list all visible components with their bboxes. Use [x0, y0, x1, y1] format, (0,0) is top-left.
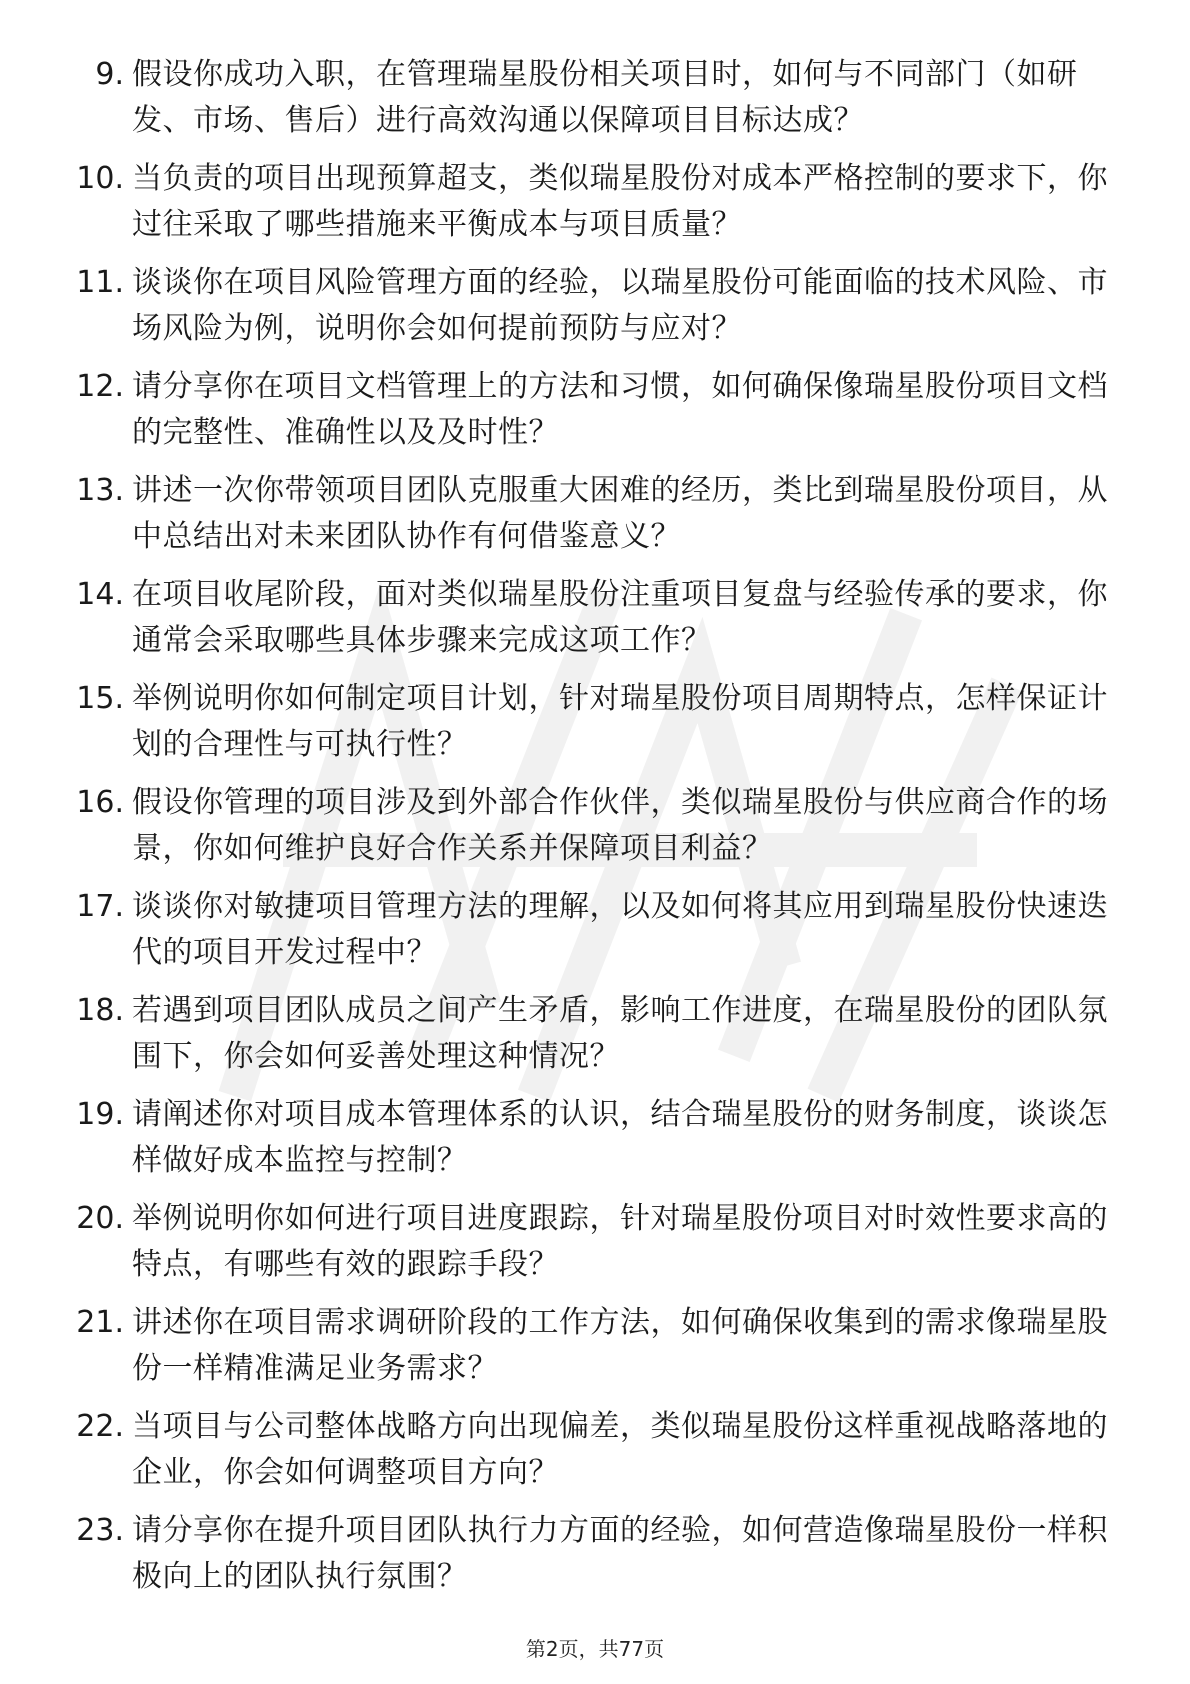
list-item — [60, 260, 1110, 364]
question-text: 当项目与公司整体战略方向出现偏差，类似瑞星股份这样重视战略落地的企业，你会如何调整项目方向？ — [132, 1409, 1108, 1490]
list-item — [60, 1508, 1110, 1612]
question-text: 请分享你在项目文档管理上的方法和习惯，如何确保像瑞星股份项目文档的完整性、准确性以及及时性？ — [132, 369, 1108, 450]
question-text: 讲述一次你带领项目团队克服重大困难的经历，类比到瑞星股份项目，从中总结出对未来团队协作有何借鉴意义？ — [132, 473, 1108, 554]
list-item — [60, 1300, 1110, 1404]
question-text: 请分享你在提升项目团队执行力方面的经验，如何营造像瑞星股份一样积极向上的团队执行氛围？ — [132, 1513, 1108, 1594]
question-text: 假设你管理的项目涉及到外部合作伙伴，类似瑞星股份与供应商合作的场景，你如何维护良好合作关系并保障项目利益？ — [132, 785, 1108, 866]
question-number: 17. — [76, 889, 124, 924]
question-number: 10. — [76, 161, 124, 196]
list-item — [60, 52, 1110, 156]
list-item — [60, 156, 1110, 260]
list-item — [60, 780, 1110, 884]
question-text: 举例说明你如何进行项目进度跟踪，针对瑞星股份项目对时效性要求高的特点，有哪些有效的跟踪手段？ — [132, 1201, 1108, 1282]
list-item — [60, 884, 1110, 988]
question-text: 在项目收尾阶段，面对类似瑞星股份注重项目复盘与经验传承的要求，你通常会采取哪些具体步骤来完成这项工作？ — [132, 577, 1108, 658]
list-item — [60, 1196, 1110, 1300]
question-number: 9. — [95, 57, 124, 92]
question-number: 16. — [76, 785, 124, 820]
question-number: 12. — [76, 369, 124, 404]
question-text: 举例说明你如何制定项目计划，针对瑞星股份项目周期特点，怎样保证计划的合理性与可执行性？ — [132, 681, 1108, 762]
list-item — [60, 468, 1110, 572]
list-item — [60, 1092, 1110, 1196]
list-item — [60, 676, 1110, 780]
question-number: 21. — [76, 1305, 124, 1340]
question-number: 11. — [76, 265, 124, 300]
question-number: 13. — [76, 473, 124, 508]
question-number: 22. — [76, 1409, 124, 1444]
list-item — [60, 988, 1110, 1092]
question-text: 讲述你在项目需求调研阶段的工作方法，如何确保收集到的需求像瑞星股份一样精准满足业务需求？ — [132, 1305, 1108, 1386]
question-number: 15. — [76, 681, 124, 716]
question-text: 谈谈你对敏捷项目管理方法的理解，以及如何将其应用到瑞星股份快速迭代的项目开发过程中？ — [132, 889, 1108, 970]
list-item — [60, 1404, 1110, 1508]
question-number: 20. — [76, 1201, 124, 1236]
question-number: 14. — [76, 577, 124, 612]
question-text: 谈谈你在项目风险管理方面的经验，以瑞星股份可能面临的技术风险、市场风险为例，说明你会如何提前预防与应对？ — [132, 265, 1108, 346]
question-number: 18. — [76, 993, 124, 1028]
question-text: 请阐述你对项目成本管理体系的认识，结合瑞星股份的财务制度，谈谈怎样做好成本监控与控制？ — [132, 1097, 1108, 1178]
question-list — [60, 52, 1110, 1612]
question-text: 当负责的项目出现预算超支，类似瑞星股份对成本严格控制的要求下，你过往采取了哪些措施来平衡成本与项目质量？ — [132, 161, 1108, 242]
question-text: 假设你成功入职，在管理瑞星股份相关项目时，如何与不同部门（如研发、市场、售后）进行高效沟通以保障项目目标达成？ — [132, 57, 1078, 138]
page-indicator: 第2页，共77页 — [525, 1637, 665, 1661]
question-text: 若遇到项目团队成员之间产生矛盾，影响工作进度，在瑞星股份的团队氛围下，你会如何妥善处理这种情况？ — [132, 993, 1108, 1074]
question-number: 19. — [76, 1097, 124, 1132]
list-item — [60, 572, 1110, 676]
list-item — [60, 364, 1110, 468]
question-number: 23. — [76, 1513, 124, 1548]
